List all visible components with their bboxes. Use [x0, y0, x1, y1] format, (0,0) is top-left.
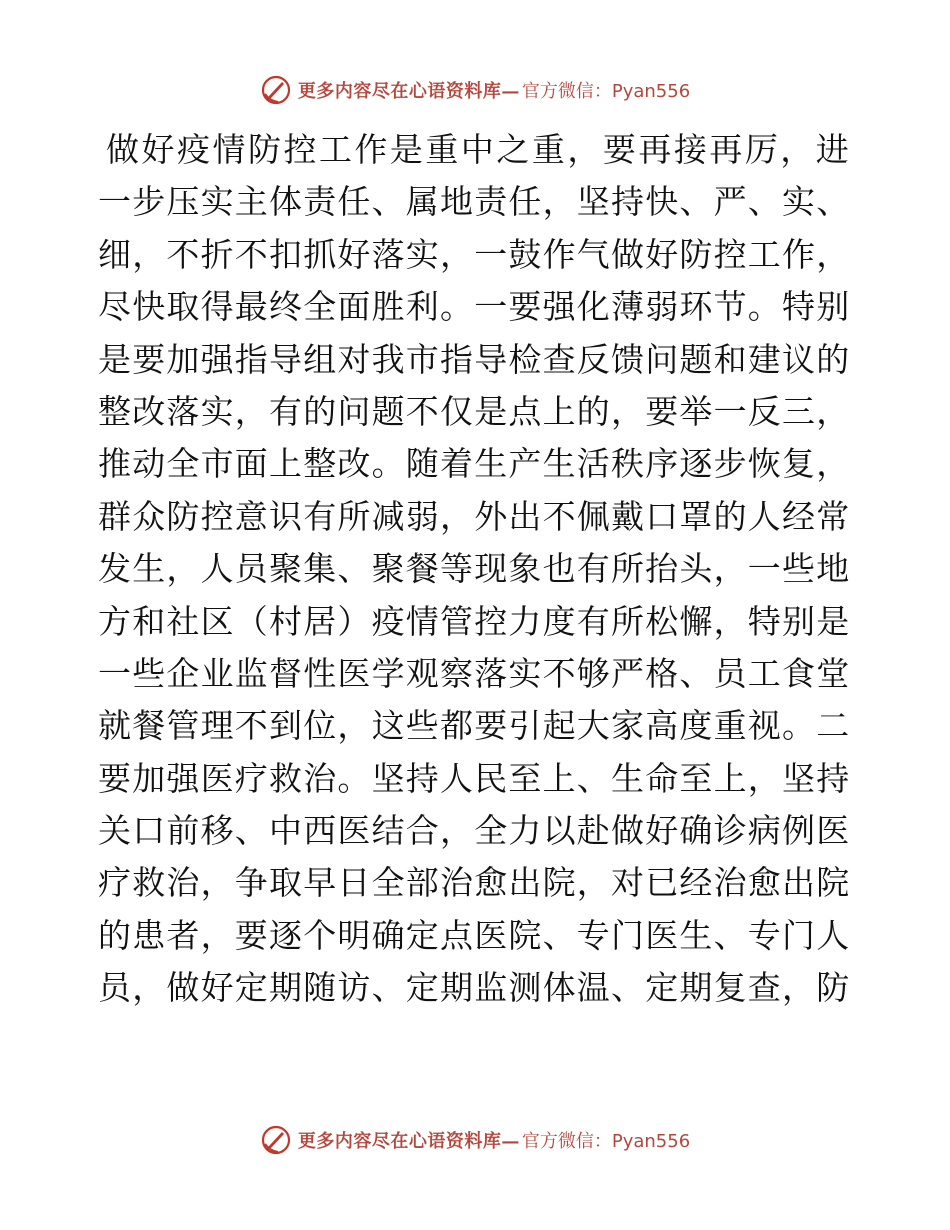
body-line: 就餐管理不到位，这些都要引起大家高度重视。二	[98, 706, 851, 746]
body-line: 一些企业监督性医学观察落实不够严格、员工食堂	[98, 653, 851, 693]
body-line: 是要加强指导组对我市指导检查反馈问题和建议的	[98, 339, 851, 379]
body-line: 的患者，要逐个明确定点医院、专门医生、专门人	[98, 915, 851, 955]
body-line: 尽快取得最终全面胜利。一要强化薄弱环节。特别	[98, 287, 851, 327]
header-banner-wechat: 官方微信：Pyan556	[521, 81, 691, 102]
body-line: 整改落实，有的问题不仅是点上的，要举一反三，	[98, 391, 851, 431]
body-line: 方和社区（村居）疫情管控力度有所松懈，特别是	[98, 601, 851, 641]
footer-banner-text: 更多内容尽在心语资料库—	[297, 1131, 520, 1152]
quill-logo-icon	[260, 1124, 292, 1156]
body-line: 推动全市面上整改。随着生产生活秩序逐步恢复，	[98, 444, 851, 484]
body-line: 群众防控意识有所减弱，外出不佩戴口罩的人经常	[98, 496, 851, 536]
body-line: 关口前移、中西医结合，全力以赴做好确诊病例医	[98, 811, 851, 851]
body-line: 要加强医疗救治。坚持人民至上、生命至上，坚持	[98, 758, 851, 798]
body-line: 做好疫情防控工作是重中之重，要再接再厉，进	[106, 130, 850, 169]
body-line: 发生，人员聚集、聚餐等现象也有所抬头，一些地	[98, 549, 851, 589]
quill-logo-icon	[260, 74, 292, 106]
header-banner-text: 更多内容尽在心语资料库—	[297, 81, 520, 102]
header-banner	[0, 72, 950, 108]
body-line: 细，不折不扣抓好落实，一鼓作气做好防控工作，	[98, 234, 851, 274]
body-line: 一步压实主体责任、属地责任，坚持快、严、实、	[98, 182, 851, 222]
document-body	[98, 124, 850, 1015]
body-line: 疗救治，争取早日全部治愈出院，对已经治愈出院	[98, 863, 851, 903]
body-line: 员，做好定期随访、定期监测体温、定期复查，防	[98, 968, 851, 1008]
footer-banner	[0, 1122, 950, 1158]
footer-banner-wechat: 官方微信：Pyan556	[521, 1131, 691, 1152]
